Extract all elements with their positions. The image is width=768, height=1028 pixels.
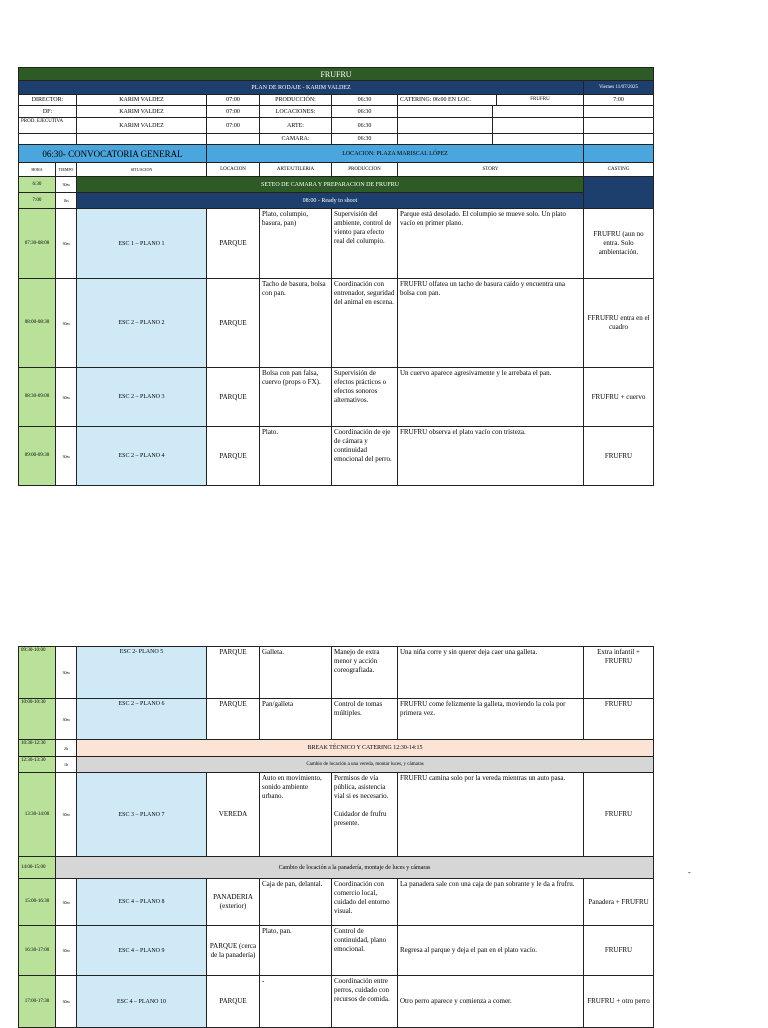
- duration-cell: 1hs: [56, 193, 77, 209]
- story-cell: Regresa al parque y deja el pan en el plato vacío.: [398, 926, 584, 976]
- table-row: [19, 699, 654, 740]
- casting-cell: FRUFRU: [584, 699, 654, 740]
- duration-cell: 30m: [56, 427, 77, 486]
- time-cell: 14:00-15:00: [19, 857, 56, 879]
- story-cell: Otro perro aparece y comienza a comer.: [398, 976, 584, 1028]
- location-cell: PARQUE: [207, 368, 260, 427]
- location-cell: PARQUE: [207, 427, 260, 486]
- time-cell: 17:00-17:30: [19, 976, 56, 1028]
- catering-cell: [398, 95, 584, 106]
- duration-cell: 30m: [56, 209, 77, 279]
- art-cell: -: [260, 976, 332, 1028]
- empty-cell: [584, 145, 654, 163]
- crew-role: PROD. EJECUTIVA: [19, 118, 77, 134]
- art-cell: Caja de pan, delantal.: [260, 879, 332, 926]
- art-cell: Plato, pan.: [260, 926, 332, 976]
- crew-time: 07:00: [207, 106, 260, 118]
- dept-label: ARTE:: [260, 118, 332, 134]
- time-cell: 08:00-08:30: [19, 279, 56, 368]
- col-header-situacion: SITUACION: [77, 163, 207, 177]
- table-row: [19, 773, 654, 857]
- casting-cell: Panadera + FRUFRU: [584, 879, 654, 926]
- crew-time: 07:00: [207, 95, 260, 106]
- duration-cell: 30m: [56, 976, 77, 1028]
- crew-role: DIRECTOR:: [19, 95, 77, 106]
- col-header-produccion: PRODUCCION: [332, 163, 398, 177]
- time-cell: 13:30-14:00: [19, 773, 56, 857]
- crew-name: KARIM VALDEZ: [77, 106, 207, 118]
- dept-time: 06:30: [332, 134, 398, 145]
- scene-cell: ESC 2- PLANO 5: [77, 647, 207, 699]
- scene-cell: ESC 4 – PLANO 9: [77, 926, 207, 976]
- duration-cell: 30m: [56, 647, 77, 699]
- story-cell: FRUFRU olfatea un tacho de basura caído y encuentra una bolsa con pan.: [398, 279, 584, 368]
- setup-banner: SETEO DE CAMARA Y PREPARACION DE FRUFRU: [77, 177, 584, 193]
- empty-cell: [398, 106, 584, 118]
- table-row: [19, 427, 654, 486]
- story-cell: FRUFRU camina solo por la vereda mientras un auto pasa.: [398, 773, 584, 857]
- location-cell: PANADERIA (exterior): [207, 879, 260, 926]
- crew-name: KARIM VALDEZ: [77, 95, 207, 106]
- casting-cell: Extra infantil + FRUFRU: [584, 647, 654, 699]
- table-row: [19, 279, 654, 368]
- production-cell: Supervisión de efectos prácticos o efectos sonoros alternativos.: [332, 368, 398, 427]
- production-note: Cuidador de frufru presente.: [334, 810, 387, 827]
- table-row: [19, 976, 654, 1028]
- dept-label: LOCACIONES:: [260, 106, 332, 118]
- stray-dash: -: [688, 868, 691, 877]
- location-change-banner: Cambio de locación a una vereda, montar luces, y cámaras: [77, 757, 654, 773]
- time-cell: 12:30-13:30: [19, 757, 56, 773]
- col-header-hora: HORA: [19, 163, 56, 177]
- empty-cell: [584, 134, 654, 145]
- general-call: 06:30- CONVOCATORIA GENERAL: [19, 145, 207, 163]
- col-header-casting: CASTING: [584, 163, 654, 177]
- art-cell: Plato, columpio, basura, pan): [260, 209, 332, 279]
- location-cell: PARQUE: [207, 976, 260, 1028]
- location-cell: PARQUE: [207, 647, 260, 699]
- location-cell: PARQUE: [207, 279, 260, 368]
- catering-info: CATERING: 06:00 EN LOC.: [398, 95, 497, 105]
- art-cell: Galleta.: [260, 647, 332, 699]
- production-cell: Coordinación de eje de cámara y continuidad emocional del perro.: [332, 427, 398, 486]
- art-cell: Plato.: [260, 427, 332, 486]
- table-row: [19, 209, 654, 279]
- shoot-date: Viernes 11/07/2025: [584, 81, 654, 95]
- time-cell: 10:00-10:30: [19, 699, 56, 740]
- casting-cell: FRUFRU: [584, 926, 654, 976]
- time-cell: 10:30-12:30: [19, 740, 56, 757]
- empty-cell: [584, 177, 654, 209]
- location-change-banner: Cambio de locación a la panadería, montaje de luces y cámaras: [56, 857, 654, 879]
- location-cell: PARQUE (cerca de la panadería): [207, 926, 260, 976]
- duration-cell: 30m: [56, 773, 77, 857]
- table-row: [19, 368, 654, 427]
- time-cell: 09:30-10:00: [19, 647, 56, 699]
- production-cell: Control de continuidad, plano emocional.: [332, 926, 398, 976]
- dept-time: 06:30: [332, 118, 398, 134]
- time-cell: 07:30-08:00: [19, 209, 56, 279]
- casting-cell: FRUFRU: [584, 427, 654, 486]
- scene-cell: ESC 2 – PLANO 4: [77, 427, 207, 486]
- duration-cell: 30m: [56, 177, 77, 193]
- scene-cell: ESC 4 – PLANO 10: [77, 976, 207, 1028]
- crew-name: KARIM VALDEZ: [77, 118, 207, 134]
- empty-cell: [77, 134, 207, 145]
- time-cell: 09:00-09:30: [19, 427, 56, 486]
- scene-cell: ESC 2 – PLANO 6: [77, 699, 207, 740]
- table-row: [19, 647, 654, 699]
- production-note: Permisos de vía pública, asistencia vial si es necesario.: [334, 774, 389, 800]
- duration-cell: 30m: [56, 368, 77, 427]
- dept-time: 06:30: [332, 106, 398, 118]
- production-cell: Coordinación con entrenador, seguridad del animal en escena.: [332, 279, 398, 368]
- casting-cell: FRUFRU (aun no entra. Solo ambientación.: [584, 209, 654, 279]
- time-cell: 16:30-17:00: [19, 926, 56, 976]
- production-cell: Coordinación entre perros, cuidado con recursos de comida.: [332, 976, 398, 1028]
- call-sheet-page-2: [18, 646, 654, 1028]
- location-cell: VEREDA: [207, 773, 260, 857]
- empty-cell: [584, 106, 654, 118]
- location-banner: LOCACION: PLAZA MARISCAL LÓPEZ: [207, 145, 584, 163]
- art-cell: Pan/galleta: [260, 699, 332, 740]
- call-sheet-page-1: [18, 67, 654, 486]
- story-cell: Un cuervo aparece agresivamente y le arrebata el pan.: [398, 368, 584, 427]
- crew-time: 07:00: [207, 118, 260, 134]
- col-header-tiempo: TIEMPO: [56, 163, 77, 177]
- scene-cell: ESC 3 – PLANO 7: [77, 773, 207, 857]
- scene-cell: ESC 1 – PLANO 1: [77, 209, 207, 279]
- time-cell: 08:30-09:00: [19, 368, 56, 427]
- story-cell: Parque está desolado. El columpio se mueve solo. Un plato vacío en primer plano.: [398, 209, 584, 279]
- scene-cell: ESC 2 – PLANO 3: [77, 368, 207, 427]
- col-header-story: STORY: [398, 163, 584, 177]
- break-banner: BREAK TÉCNICO Y CATERING 12:30-14:15: [77, 740, 654, 757]
- art-cell: Tacho de basura, bolsa con pan.: [260, 279, 332, 368]
- dept-time: 06:30: [332, 95, 398, 106]
- empty-cell: [398, 134, 584, 145]
- crew-role: DF:: [19, 106, 77, 118]
- time-cell: 7:00: [19, 193, 56, 209]
- empty-cell: [584, 118, 654, 134]
- frufru-call-label: FRUFRU: [530, 97, 550, 102]
- scene-cell: ESC 2 – PLANO 2: [77, 279, 207, 368]
- duration-cell: 30m: [56, 699, 77, 740]
- table-row: [19, 926, 654, 976]
- art-cell: Bolsa con pan falsa, cuervo (props o FX).: [260, 368, 332, 427]
- duration-cell: 30m: [56, 279, 77, 368]
- story-cell: FRUFRU observa el plato vacío con tristeza.: [398, 427, 584, 486]
- dept-label: CAMARA:: [260, 134, 332, 145]
- plan-title: PLAN DE RODAJE - KARIM VALDEZ: [19, 81, 584, 95]
- time-cell: 15:00-16:30: [19, 879, 56, 926]
- production-cell: [332, 773, 398, 857]
- story-cell: La panadera sale con una caja de pan sobrante y le da a frufru.: [398, 879, 584, 926]
- col-header-locacion: LOCACION: [207, 163, 260, 177]
- production-cell: Supervisión del ambiente, control de viento para efecto real del columpio.: [332, 209, 398, 279]
- art-cell: Auto en movimiento, sonido ambiente urbano.: [260, 773, 332, 857]
- table-row: [19, 879, 654, 926]
- scene-cell: ESC 4 – PLANO 8: [77, 879, 207, 926]
- production-title: FRUFRU: [19, 68, 654, 81]
- production-cell: Control de tomas múltiples.: [332, 699, 398, 740]
- casting-cell: FRUFRU + otro perro: [584, 976, 654, 1028]
- dept-label: PRODUCCIÓN:: [260, 95, 332, 106]
- duration-cell: 30m: [56, 926, 77, 976]
- production-cell: Coordinación con comercio local, cuidado del entorno visual.: [332, 879, 398, 926]
- ready-banner: 08:00 - Ready to shoot: [77, 193, 584, 209]
- duration-cell: 30m: [56, 879, 77, 926]
- location-cell: PARQUE: [207, 209, 260, 279]
- time-cell: 6:30: [19, 177, 56, 193]
- col-header-arte: ARTE/UTILERIA: [260, 163, 332, 177]
- empty-cell: [398, 118, 584, 134]
- duration-cell: 1h: [56, 757, 77, 773]
- location-cell: PARQUE: [207, 699, 260, 740]
- casting-cell: FFRUFRU entra en el cuadro: [584, 279, 654, 368]
- casting-cell: FRUFRU: [584, 773, 654, 857]
- empty-cell: [19, 134, 77, 145]
- casting-cell: FRUFRU + cuervo: [584, 368, 654, 427]
- empty-cell: [207, 134, 260, 145]
- production-cell: Manejo de extra menor y acción coreografiada.: [332, 647, 398, 699]
- duration-cell: 2h: [56, 740, 77, 757]
- story-cell: FRUFRU come felizmente la galleta, moviendo la cola por primera vez.: [398, 699, 584, 740]
- story-cell: Una niña corre y sin querer deja caer una galleta.: [398, 647, 584, 699]
- frufru-call-time: 7:00: [584, 95, 654, 106]
